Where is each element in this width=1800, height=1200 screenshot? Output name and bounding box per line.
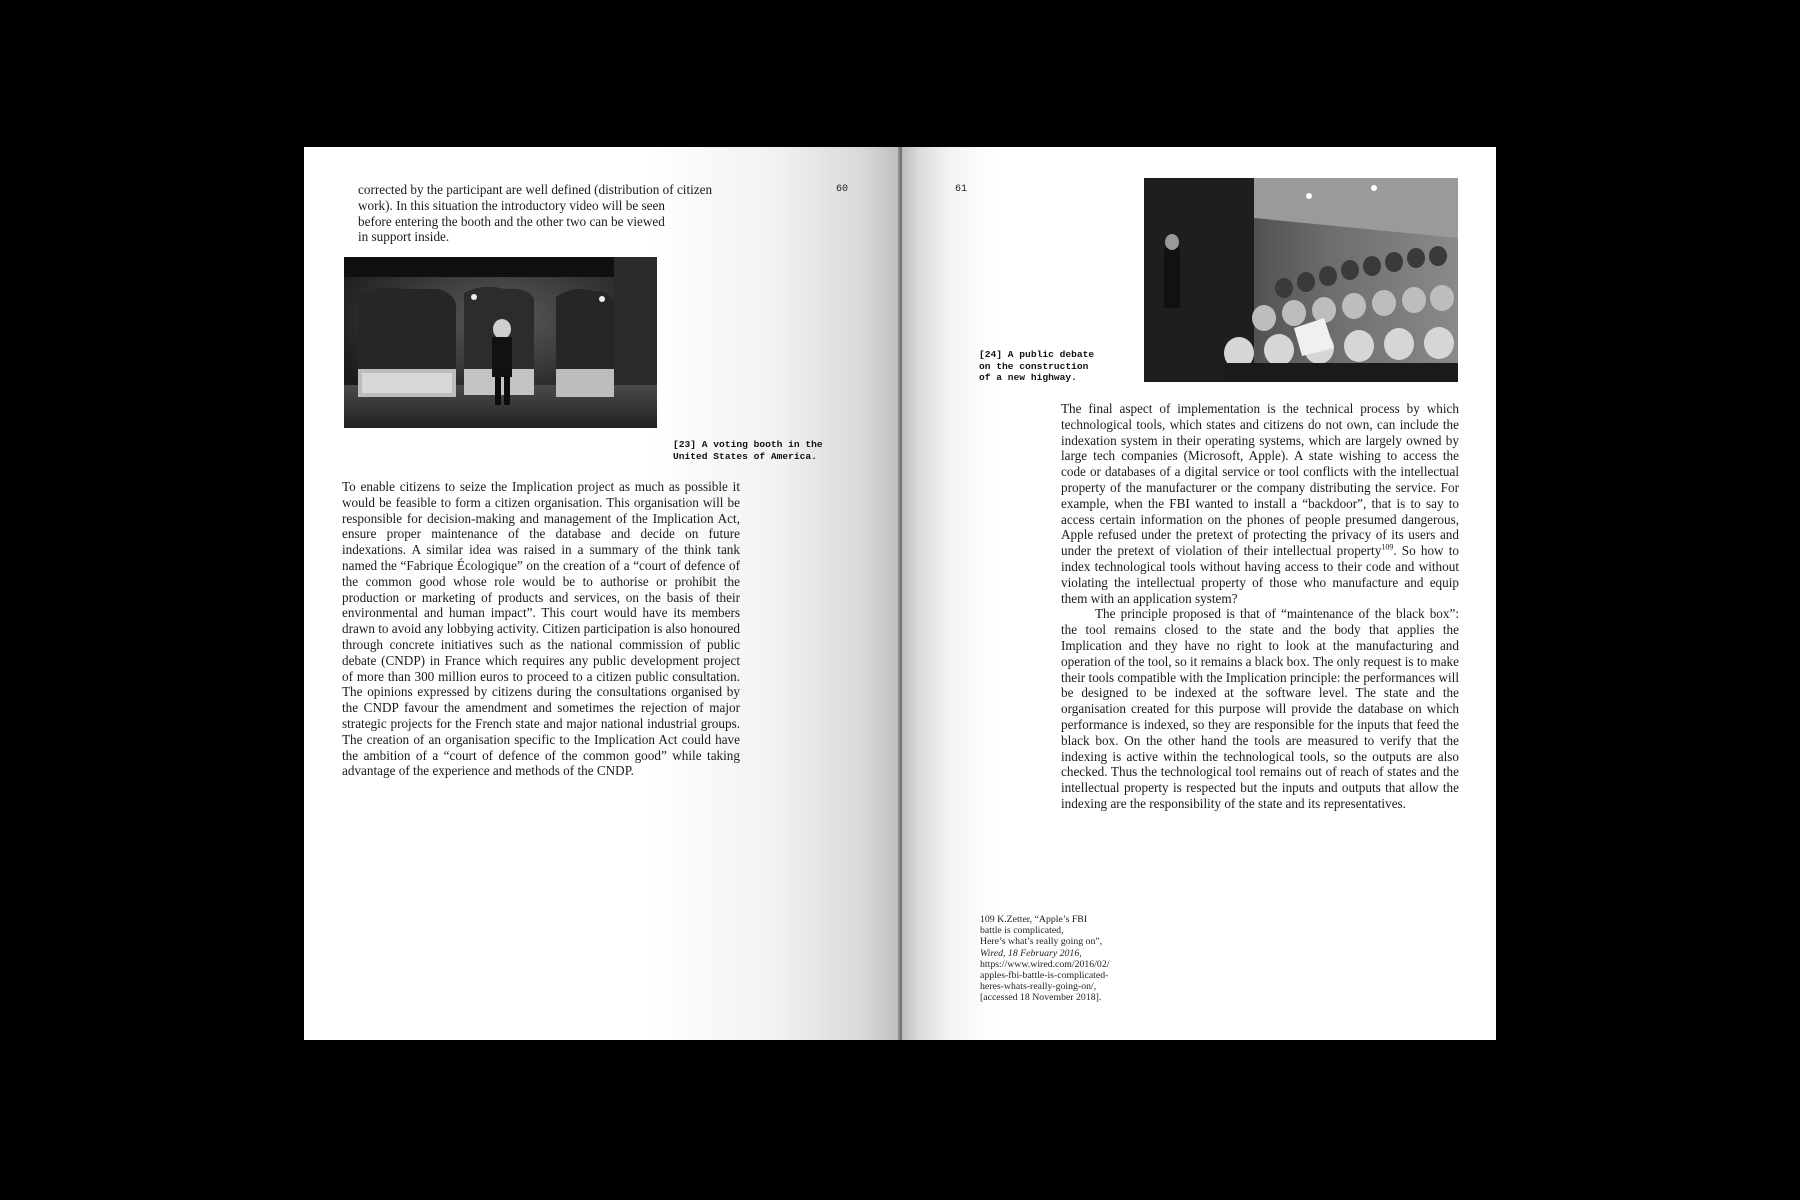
right-page: [902, 147, 1496, 1040]
footnote-line: https://www.wired.com/2016/02/: [980, 958, 1110, 970]
intro-text: [358, 182, 778, 245]
paragraph-black-box: The principle proposed is that of “maintenance of the black box”: the tool remains closed to the state and the body that applies the Implication and they have no right to look at the manufacturing and operation of the tool, so it remains a black box. The only request is to make their tools compatible with the Implication principle: the performances will be designed to be indexed at the software level. The state and the organisation created for this purpose will provide the database on which performance is indexed, so they are responsible for the inputs that feed the black box. On the other hand the tools are measured to verify that the indexing is active within the technological tools, so the outputs are also checked. Thus the technological tool remains out of reach of states and the intellectual property is respected but the inputs and outputs that allow the indexing are the responsibility of the state and its representatives.: [1061, 606, 1459, 811]
footnote-line: [accessed 18 November 2018].: [980, 992, 1102, 1004]
footnote-line: apples-fbi-battle-is-complicated-: [980, 970, 1109, 982]
intro-line: before entering the booth and the other two can be viewed: [358, 213, 665, 229]
page-number-right: 61: [955, 184, 968, 195]
paragraph-text: . So how to index technological tools without having access to their code and without violating the intellectual property of those who manufacture and equip them with an application system?: [1061, 543, 1460, 606]
caption-line: United States of America.: [673, 450, 817, 462]
caption-line: [24] A public debate: [979, 349, 1095, 360]
footnote-line: Here’s what’s really going on”,: [980, 936, 1103, 948]
caption-line: of a new highway.: [979, 372, 1077, 383]
paragraph-text: The final aspect of implementation is the technical process by which technological tools, which states and citizens do not own, can include the indexation system in their operating systems, which are largely owned by large tech companies (Microsoft, Apple). A state wishing to access the code or databases of a digital service or tool conflicts with the intellectual property of the manufacturer or the company distributing the service. For example, when the FBI wanted to install a “backdoor”, that is to say to access certain information on the phones of people presumed dangerous, Apple refused under the pretext of protecting the privacy of its users and under the pretext of violation of their intellectual property: [1061, 401, 1459, 559]
intro-line: in support inside.: [358, 229, 450, 245]
footnote-line: battle is complicated,: [980, 925, 1064, 937]
footnote-line: heres-whats-really-going-on/,: [980, 981, 1097, 993]
footnote-109: [980, 914, 1170, 1004]
intro-line: work). In this situation the introductory video will be seen: [358, 197, 665, 213]
footnote-ref: 109: [1381, 542, 1394, 552]
caption-line: [23] A voting booth in the: [673, 439, 823, 450]
main-paragraph-left: To enable citizens to seize the Implication project as much as possible it would be feasible to form a citizen organisation. This organisation will be responsible for decision-making and management of the Implication Act, ensure proper maintenance of the database and decide on future indexations. A similar idea was raised in a summary of the think tank named the “Fabrique Écologique” on the creation of a “court of defence of the common good whose role would be to authorise or prohibit the production or marketing of products and services, on the basis of their environmental and human impact”. This court would have its members drawn to avoid any lobbying activity. Citizen participation is also honoured through concrete initiatives such as the national commission of public debate (CNDP) in France which requires any public development project of more than 300 million euros to proceed to a citizen public consultation. The opinions expressed by citizens during the consultations organised by the CNDP favour the amendment and sometimes the rejection of major strategic projects for the French state and major national industrial groups. The creation of an organisation specific to the Implication Act could have the ambition of a “court of defence of the common good” while taking advantage of the experience and methods of the CNDP.: [342, 479, 740, 779]
main-text-right: [1061, 401, 1459, 812]
figure-caption-23: [673, 439, 843, 462]
intro-line: corrected by the participant are well defined (distribution of citizen: [358, 182, 713, 197]
paragraph-technical-process: [1061, 401, 1459, 606]
left-page: [304, 147, 900, 1040]
figure-caption-24: [979, 349, 1109, 384]
voting-booth-photo: [344, 257, 657, 428]
footnote-line: Wired, 18 February 2016,: [980, 947, 1082, 959]
public-debate-photo: [1144, 178, 1458, 382]
footnote-line: 109 K.Zetter, “Apple’s FBI: [980, 914, 1088, 925]
page-number-left: 60: [836, 184, 849, 195]
caption-line: on the construction: [979, 360, 1089, 372]
